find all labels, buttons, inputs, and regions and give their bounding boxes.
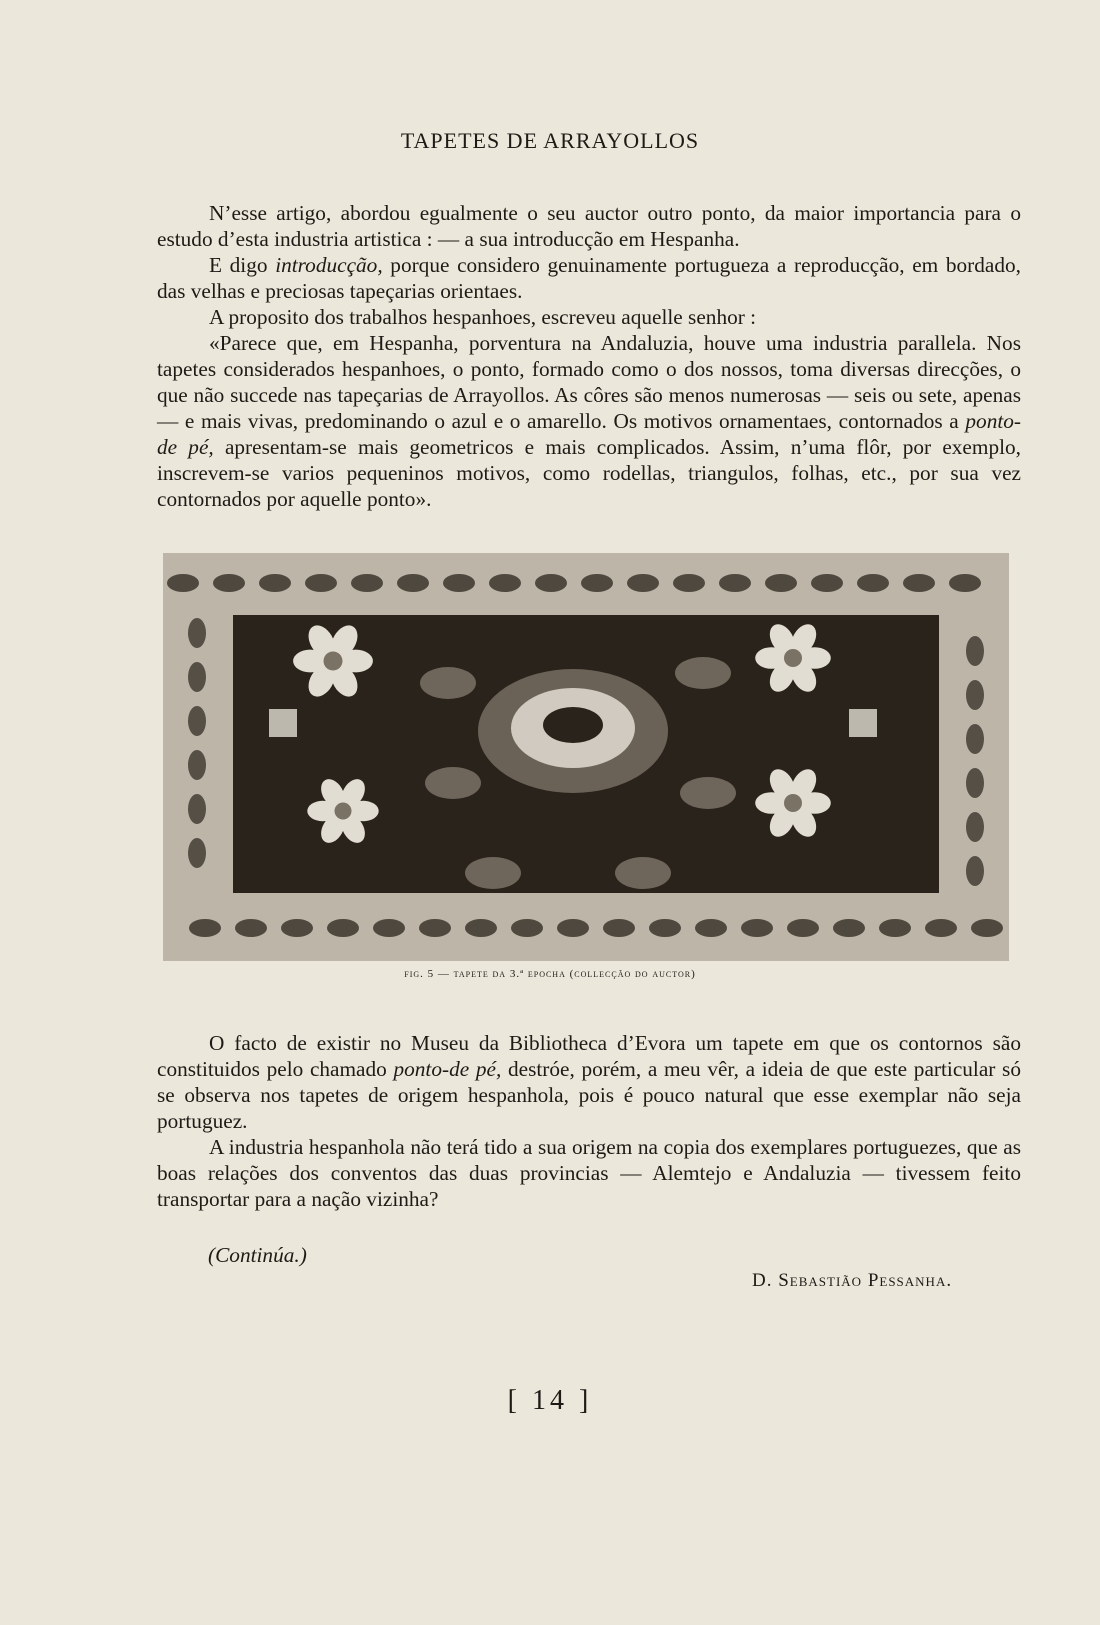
border-leaf: [811, 574, 843, 592]
border-leaf: [259, 574, 291, 592]
flower-center: [784, 649, 802, 667]
border-leaf: [765, 574, 797, 592]
vase-motif: [269, 709, 297, 737]
border-leaf: [966, 636, 984, 666]
paragraph: [157, 1030, 1021, 1134]
border-leaf: [949, 574, 981, 592]
border-leaf: [327, 919, 359, 937]
border-leaf: [879, 919, 911, 937]
border-leaf: [557, 919, 589, 937]
continua-note: (Continúa.): [208, 1243, 307, 1267]
leaf-motif: [425, 767, 481, 799]
border-leaf: [351, 574, 383, 592]
paragraph: [157, 200, 1021, 252]
flower-center: [784, 794, 802, 812]
border-leaf: [925, 919, 957, 937]
leaf-motif: [615, 857, 671, 889]
carpet-photograph: [163, 553, 1009, 961]
border-leaf: [833, 919, 865, 937]
border-leaf: [235, 919, 267, 937]
paragraph-text: «Parece que, em Hespanha, porventura na Andaluzia, houve uma industria parallela. Nos tapetes considerados hespanhoes, o ponto, formado como o dos nossos, toma diversas direcções, o que não succede nas tapeçarias de Arrayollos. As côres são menos numerosas — seis ou sete, apenas — e mais vivas, predominando o azul e o amarello. Os motivos ornamentaes, contornados a: [157, 331, 1021, 433]
border-leaf: [673, 574, 705, 592]
leaf-motif: [465, 857, 521, 889]
border-leaf: [281, 919, 313, 937]
text-block-bottom: [157, 1030, 1021, 1212]
italic-text: introducção,: [275, 253, 383, 277]
border-leaf: [719, 574, 751, 592]
rose-inner: [543, 707, 603, 743]
central-rose-motif: [478, 669, 668, 793]
vase-motif: [849, 709, 877, 737]
border-leaf: [397, 574, 429, 592]
border-leaf: [581, 574, 613, 592]
paragraph-text: O facto de existir no Museu da Bibliotheca d’Evora um tapete em que os contornos são constituidos pelo chamado: [157, 1031, 1021, 1081]
paragraph-text: E digo: [209, 253, 276, 277]
paragraph-text: porque considero genuinamente portugueza a reproducção, em bordado, das velhas e preciosas tapeçarias orientaes.: [157, 253, 1021, 303]
border-leaf: [167, 574, 199, 592]
border-leaf: [649, 919, 681, 937]
border-leaf: [305, 574, 337, 592]
border-leaf: [966, 724, 984, 754]
border-leaf: [511, 919, 543, 937]
border-leaf: [966, 812, 984, 842]
leaf-motif: [420, 667, 476, 699]
border-leaf: [966, 768, 984, 798]
border-leaf: [213, 574, 245, 592]
paragraph: [157, 1134, 1021, 1212]
border-leaf: [603, 919, 635, 937]
border-leaf: [373, 919, 405, 937]
flower-center: [335, 803, 352, 820]
border-leaf: [189, 919, 221, 937]
leaf-motif: [675, 657, 731, 689]
border-leaf: [443, 574, 475, 592]
border-leaf: [489, 574, 521, 592]
border-leaf: [188, 706, 206, 736]
running-title: TAPETES DE ARRAYOLLOS: [400, 128, 700, 153]
border-leaf: [966, 680, 984, 710]
paragraph: [157, 330, 1021, 512]
author-signature: D. Sebastião Pessanha.: [752, 1270, 953, 1291]
carpet-figure: [163, 553, 1009, 961]
border-leaf: [787, 919, 819, 937]
border-leaf: [741, 919, 773, 937]
text-block-top: [157, 200, 1021, 512]
paragraph-text: A industria hespanhola não terá tido a sua origem na copia dos exemplares portuguezes, que as boas relações dos conventos das duas provincias — Alemtejo e Andaluzia — tivessem feito transportar para a nação vizinha?: [157, 1135, 1021, 1211]
flower-center: [324, 652, 343, 671]
paragraph-text: N’esse artigo, abordou egualmente o seu auctor outro ponto, da maior importancia para o estudo d’esta industria artistica : — a sua introducção em Hespanha.: [157, 201, 1021, 251]
paragraph: [157, 304, 1021, 330]
border-leaf: [188, 750, 206, 780]
paragraph-text: apresentam-se mais geometricos e mais complicados. Assim, n’uma flôr, por exemplo, inscrevem-se varios pequeninos motivos, como rodellas, triangulos, folhas, etc., por sua vez contornados por aquelle ponto».: [157, 435, 1021, 511]
paragraph-text: A proposito dos trabalhos hespanhoes, escreveu aquelle senhor :: [209, 305, 757, 329]
italic-text: ponto-de pé,: [157, 409, 1021, 459]
italic-text: ponto-de pé,: [393, 1057, 502, 1081]
paragraph-text: destróe, porém, a meu vêr, a ideia de que este particular só se observa nos tapetes de origem hespanhola, pois é pouco natural que esse exemplar não seja portuguez.: [157, 1057, 1021, 1133]
border-leaf: [971, 919, 1003, 937]
border-leaf: [966, 856, 984, 886]
border-leaf: [188, 618, 206, 648]
border-leaf: [188, 838, 206, 868]
border-leaf: [903, 574, 935, 592]
page-number: [ 14 ]: [507, 1385, 593, 1416]
border-leaf: [857, 574, 889, 592]
paragraph: [157, 252, 1021, 304]
border-leaf: [627, 574, 659, 592]
figure-caption: fig. 5 — tapete da 3.ª epocha (collecção do auctor): [404, 968, 696, 980]
border-leaf: [188, 794, 206, 824]
border-leaf: [419, 919, 451, 937]
border-leaf: [188, 662, 206, 692]
border-leaf: [535, 574, 567, 592]
border-leaf: [465, 919, 497, 937]
leaf-motif: [680, 777, 736, 809]
border-leaf: [695, 919, 727, 937]
